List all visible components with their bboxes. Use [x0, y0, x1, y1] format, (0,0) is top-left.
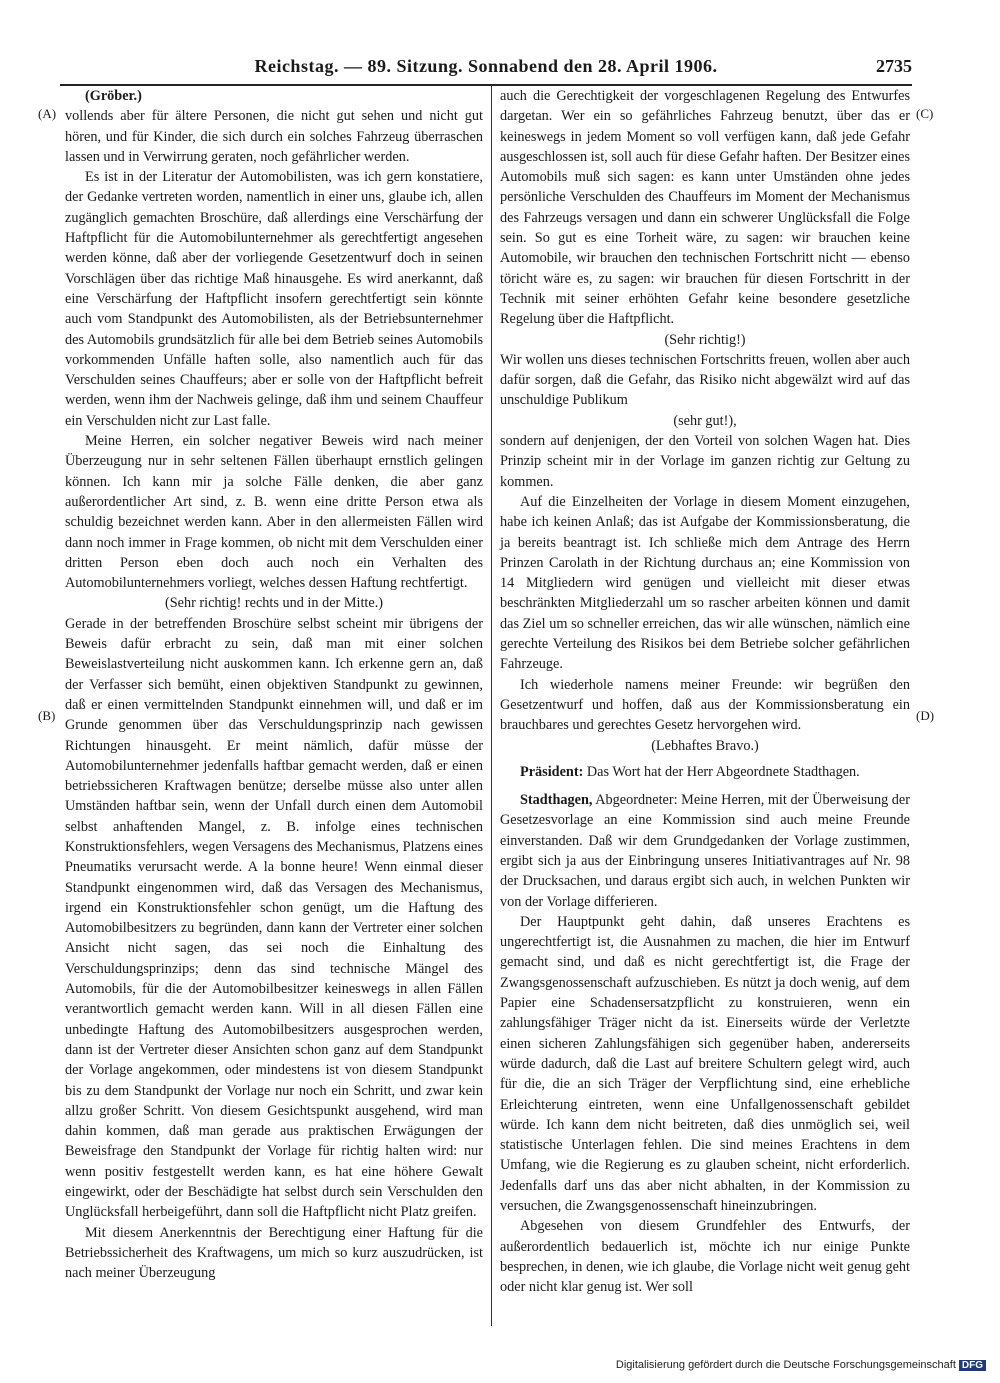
- paragraph: Mit diesem Anerkenntnis der Berechtigung einer Haftung für die Betriebssicherheit des Kraftwagens, um mich so kurz auszudrücken, ist nach meiner Überzeugung: [65, 1224, 483, 1282]
- paragraph: Meine Herren, ein solcher negativer Beweis wird nach meiner Überzeugung nur in sehr seltenen Fällen überhaupt ernstlich gelingen können. Ich kann mir ja solche Fälle denken, die aber ganz außerordentlicher Art sind, z. B. wenn eine dritte Person etwa als schuldig bezeichnet werden kann. Aber in den allermeisten Fällen wird dann noch immer in Frage kommen, ob nicht mit dem Verschulden einer dritten Person eben doch auch noch ein Verhalten des Automobilunternehmers vorliegt, welches dessen Haftung rechtfertigt.: [65, 433, 483, 592]
- interjection: (Lebhaftes Bravo.): [651, 737, 759, 754]
- paragraph: Abgesehen von diesem Grundfehler des Entwurfs, der außerordentlich bedauerlich ist, möchte ich nur einige Punkte besprechen, in denen, wie ich glaube, die Vorlage nicht weit genug geht oder nicht klar genug ist. Wer soll: [500, 1218, 910, 1296]
- left-column: [65, 86, 483, 1284]
- footer-text: Digitalisierung gefördert durch die Deutsche Forschungsgemeinschaft: [615, 1359, 956, 1371]
- margin-marker-c: (C): [916, 106, 934, 121]
- paragraph: sondern auf denjenigen, der den Vorteil von solchen Wagen hat. Dies Prinzip scheint mir in der Vorlage im ganzen richtig zur Geltung zu kommen.: [500, 433, 910, 490]
- margin-marker-b: (B): [38, 708, 56, 723]
- column-divider: [491, 86, 492, 1326]
- dfg-logo: DFG: [959, 1360, 986, 1371]
- speaker-label: (Gröber.): [85, 88, 142, 104]
- interjection: (Sehr richtig! rechts und in der Mitte.): [164, 595, 384, 612]
- paragraph: Ich wiederhole namens meiner Freunde: wir begrüßen den Gesetzentwurf und hoffen, daß aus der Kommissionsberatung ein brauchbares und gerechtes Gesetz hervorgehen wird.: [500, 676, 910, 734]
- margin-marker-a: (A): [38, 106, 57, 121]
- page-number: 2735: [876, 56, 912, 76]
- right-column: [500, 86, 910, 1298]
- margin-marker-d: (D): [916, 708, 935, 723]
- speaker-name: Präsident:: [520, 763, 584, 780]
- footer-credit: [616, 1359, 986, 1371]
- paragraph: Gerade in der betreffenden Broschüre selbst scheint mir übrigens der Beweis dafür erbracht zu sein, daß man mit einer solchen Beweislastverteilung nicht auskommen kann. Ich erkenne gern an, daß der Verfasser sich bemüht, einen objektiven Standpunkt zu gewinnen, daß er einen vermittelnden Standpunkt einnehmen will, und daß er im Grunde genommen über das Verschuldungsprinzip nach gewissen Richtungen hinausgeht. Er meint nämlich, dafür müsse der Automobilunternehmer jedenfalls haftbar gemacht werden, daß er einen betriebssicheren Kraftwagen benütze; derselbe müsse also unter allen Umständen haftbar sein, wenn der Unfall durch einen dem Automobil selbst anhaftenden Mangel, z. B. infolge eines technischen Konstruktionsfehlers, wegen Versagens des Mechanismus, Platzens eines Pneumatiks verursacht werde. A la bonne heure! Wenn einmal dieser Standpunkt eingenommen wird, daß das Versagen des Mechanismus, irgend ein Konstruktionsfehler schon genügt, um die Haftung des Automobilbesitzers zu begründen, dann kann der Vertreter einer solchen Ansicht nicht sagen, das sei noch die Einhaltung des Verschuldungsprinzips; denn das sind technische Mängel des Automobils, für die der Automobilbesitzer keineswegs in allen Fällen verantwortlich gemacht werden kann. Will in all diesen Fällen eine unbedingte Haftung des Automobilbesitzers ausgesprochen werden, dann ist der Vertreter dieser Ansichten schon ganz auf dem Standpunkt der Vorlage angekommen, oder mindestens ist von diesem Standpunkt bis zu dem Standpunkt der Vorlage nur noch ein Schritt, und zwar kein allzu großer Schritt. Von diesem Gesichtspunkt ausgehend, wird man dahin kommen, daß man gerade aus praktischen Erwägungen der Beweisfrage den Standpunkt der Vorlage für richtig halten wird: nur wenn positiv festgestellt werden kann, es hat eine höhere Gewalt eingewirkt, oder der Beschädigte hat selbst durch sein Verschulden den Unglücksfall herbeigeführt, dann soll die Haftpflicht nicht Platz greifen.: [65, 615, 483, 1221]
- speaker-name: Stadthagen,: [520, 792, 593, 809]
- paragraph: Der Hauptpunkt geht dahin, daß unseres Erachtens es ungerechtfertigt ist, die Ausnahmen zu machen, die hier im Entwurf gemacht sind, und daß es nicht gerechtfertigt ist, die Frage der Zwangsgenossenschaft aufzuschieben. Es nützt ja doch wenig, auf dem Papier eine Schadensersatzpflicht zu konstruieren, wenn ein zahlungsfähiger Träger nicht da ist. Einerseits würde der Verletzte einen sicheren Zahlungsfähigen sich gegenüber haben, andererseits würde dadurch, daß die Last auf breitere Schultern gelegt wird, auch für die, die an sich Träger der Verpflichtung sind, eine erhebliche Erleichterung eintreten, wenn eine Unfallgenossenschaft gebildet würde. Ich kann dem nicht beitreten, daß dies unmöglich sei, weil statistische Unterlagen fehlen. Die sind meines Erachtens in dem Umfang, wie die Regierung es zu glauben scheint, nicht erforderlich. Jedenfalls darf uns das aber nicht abhalten, in der Kommission zu versuchen, die Zwangsgenossenschaft hineinzubringen.: [500, 913, 910, 1215]
- interjection: (sehr gut!),: [673, 412, 737, 429]
- statement-text: Abgeordneter: Meine Herren, mit der Überweisung der Gesetzesvorlage an eine Kommission sind auch meine Freunde einverstanden. Daß wir dem Grundgedanken der Vorlage zustimmen, ergibt sich ja aus der Einbringung unseres Initiativantrages auf Nr. 98 der Drucksachen, und daraus ergibt sich auch, in welchen Punkten wir von der Vorlage differieren.: [500, 792, 910, 910]
- paragraph: auch die Gerechtigkeit der vorgeschlagenen Regelung des Entwurfes dargetan. Wer ein so gefährliches Fahrzeug benutzt, über das er keineswegs in jedem Moment so voll verfügen kann, daß jede Gefahr ausgeschlossen ist, soll auch für diese Gefahr haften. Der Besitzer eines Automobils muß sich sagen: es kann unter Umständen ohne jedes persönliche Verschulden des Chauffeurs im Moment der Mechanismus des Fahrzeugs versagen und dann ein schwerer Unglücksfall die Folge sein. So gut es eine Torheit wäre, zu sagen: wir brauchen keine Automobile, wir brauchen den technischen Fortschritt nicht — ebenso töricht wäre es, zu sagen: wir brauchen für diesen Fortschritt in der Technik mit seiner erhöhten Gefahr keine besondere gesetzliche Regelung über die Haftpflicht.: [500, 88, 910, 328]
- paragraph: Es ist in der Literatur der Automobilisten, was ich gern konstatiere, der Gedanke vertreten worden, namentlich in einer uns, glaube ich, allen zugänglich gemachten Broschüre, daß allerdings eine Verschärfung der Haftpflicht für die Automobilunternehmer als gerechtfertigt angesehen werden könne, daß aber der vorliegende Gesetzentwurf doch in seinen Vorschlägen über das richtige Maß hinausgehe. Es wird anerkannt, daß eine Verschärfung der Haftpflicht insofern gerechtfertigt sein könnte auch vom Standpunkt des Automobilisten, als der Betriebsunternehmer des Automobils grundsätzlich für alle bei dem Betrieb seines Automobils vorkommenden Unfälle haften solle, also namentlich auch für das Verschulden seines Chauffeurs; aber er solle von der Haftpflicht befreit werden, wenn ihm der Nachweis gelinge, daß ihm und seinem Chauffeur ein Verschulden nicht zur Last falle.: [65, 169, 483, 429]
- page-header: [60, 56, 912, 82]
- paragraph: Wir wollen uns dieses technischen Fortschritts freuen, wollen aber auch dafür sorgen, daß die Gefahr, das Risiko nicht abgewälzt wird auf das unschuldige Publikum: [500, 351, 910, 409]
- president-statement: [500, 762, 910, 782]
- paragraph: vollends aber für ältere Personen, die nicht gut sehen und nicht gut hören, und für Kinder, die sich durch ein solches Fahrzeug überraschen lassen und in Verwirrung geraten, noch gefährlicher werden.: [65, 108, 483, 165]
- paragraph: Auf die Einzelheiten der Vorlage in diesem Moment einzugehen, habe ich keinen Anlaß; das ist Aufgabe der Kommissionsberatung, die ja bereits beantragt ist. Ich schließe mich dem Antrage des Herrn Prinzen Carolath in der Richtung durchaus an; eine Kommission von 14 Mitgliedern wird genügen und vielleicht mit dieser etwas beschränkten Mitgliederzahl um so rascher arbeiten können und damit das Ziel um so schneller erreichen, das wir alle wünschen, nämlich eine gerechte Verteilung des Risikos bei dem Betriebe solcher gefährlichen Fahrzeuge.: [500, 493, 910, 673]
- page-title: Reichstag. — 89. Sitzung. Sonnabend den 28. April 1906.: [254, 56, 718, 76]
- interjection: (Sehr richtig!): [664, 331, 746, 348]
- statement-text: Das Wort hat der Herr Abgeordnete Stadthagen.: [583, 763, 860, 780]
- speech-opening: [500, 790, 910, 912]
